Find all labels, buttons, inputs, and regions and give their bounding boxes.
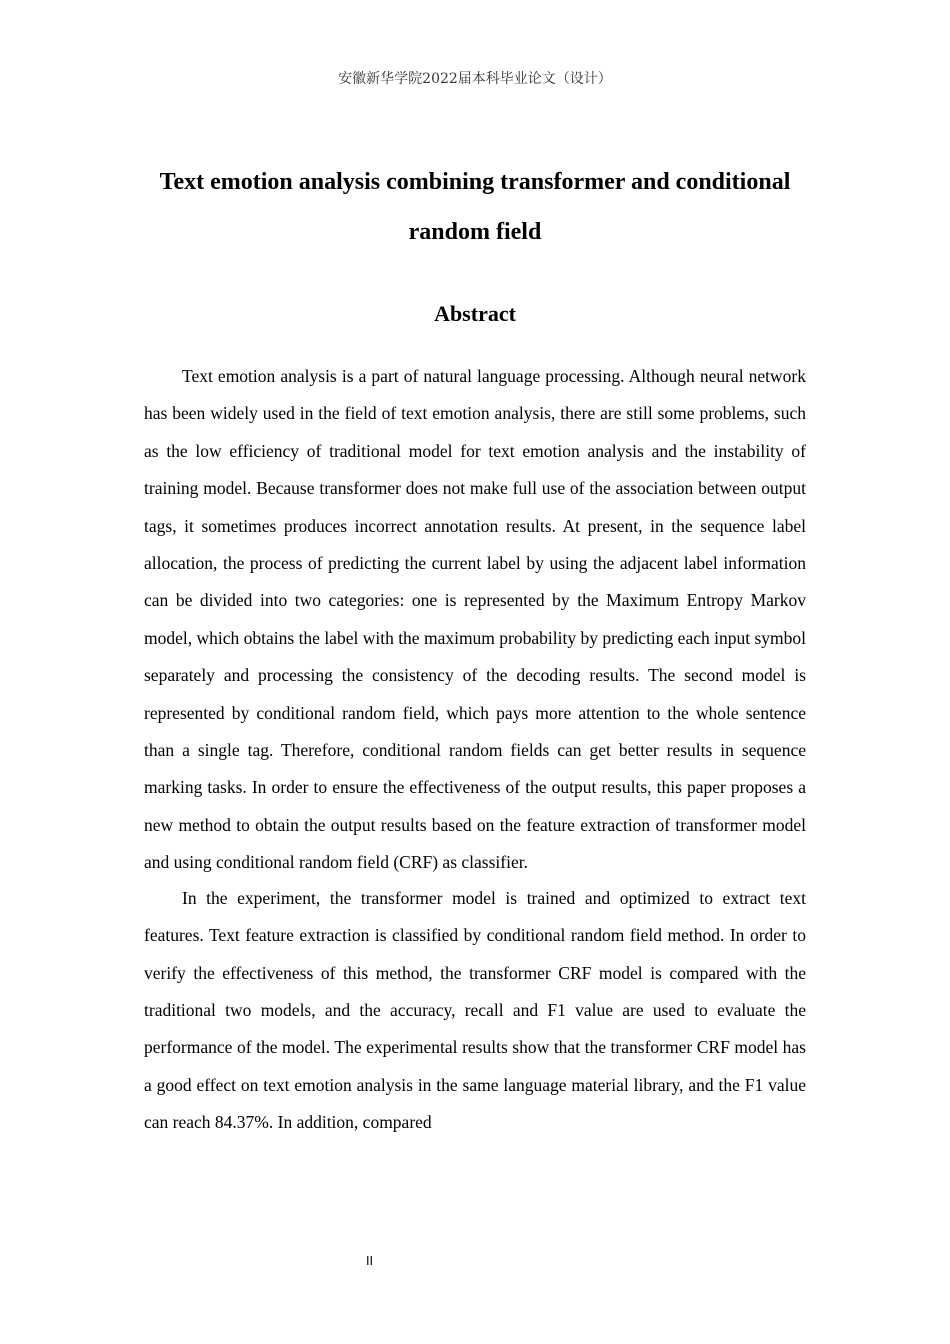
thesis-title: Text emotion analysis combining transformer and conditional random field <box>159 169 791 245</box>
abstract-heading: Abstract <box>434 301 516 326</box>
page-header: 安徽新华学院2022届本科毕业论文（设计） <box>338 71 612 87</box>
abstract-body <box>144 358 806 1142</box>
abstract-paragraph-2: In the experiment, the transformer model is trained and optimized to extract text features. Text feature extraction is classified by conditional random field method. In order to verify the effectiveness of this method, the transformer CRF model is compared with the traditional two models, and the accuracy, recall and F1 value are used to evaluate the performance of the model. The experimental results show that the transformer CRF model has a good effect on text emotion analysis in the same language material library, and the F1 value can reach 84.37%. In addition, compared <box>144 887 806 1133</box>
abstract-paragraph-1: Text emotion analysis is a part of natural language processing. Although neural network has been widely used in the field of text emotion analysis, there are still some problems, such as the low efficiency of traditional model for text emotion analysis and the instability of training model. Because transformer does not make full use of the association between output tags, it sometimes produces incorrect annotation results. At present, in the sequence label allocation, the process of predicting the current label by using the adjacent label information can be divided into two categories: one is represented by the Maximum Entropy Markov model, which obtains the label with the maximum probability by predicting each input symbol separately and processing the consistency of the decoding results. The second model is represented by conditional random field, which pays more attention to the whole sentence than a single tag. Therefore, conditional random fields can get better results in sequence marking tasks. In order to ensure the effectiveness of the output results, this paper proposes a new method to obtain the output results based on the feature extraction of transformer model and using conditional random field (CRF) as classifier. <box>144 366 806 873</box>
page-number: II <box>366 1254 374 1268</box>
